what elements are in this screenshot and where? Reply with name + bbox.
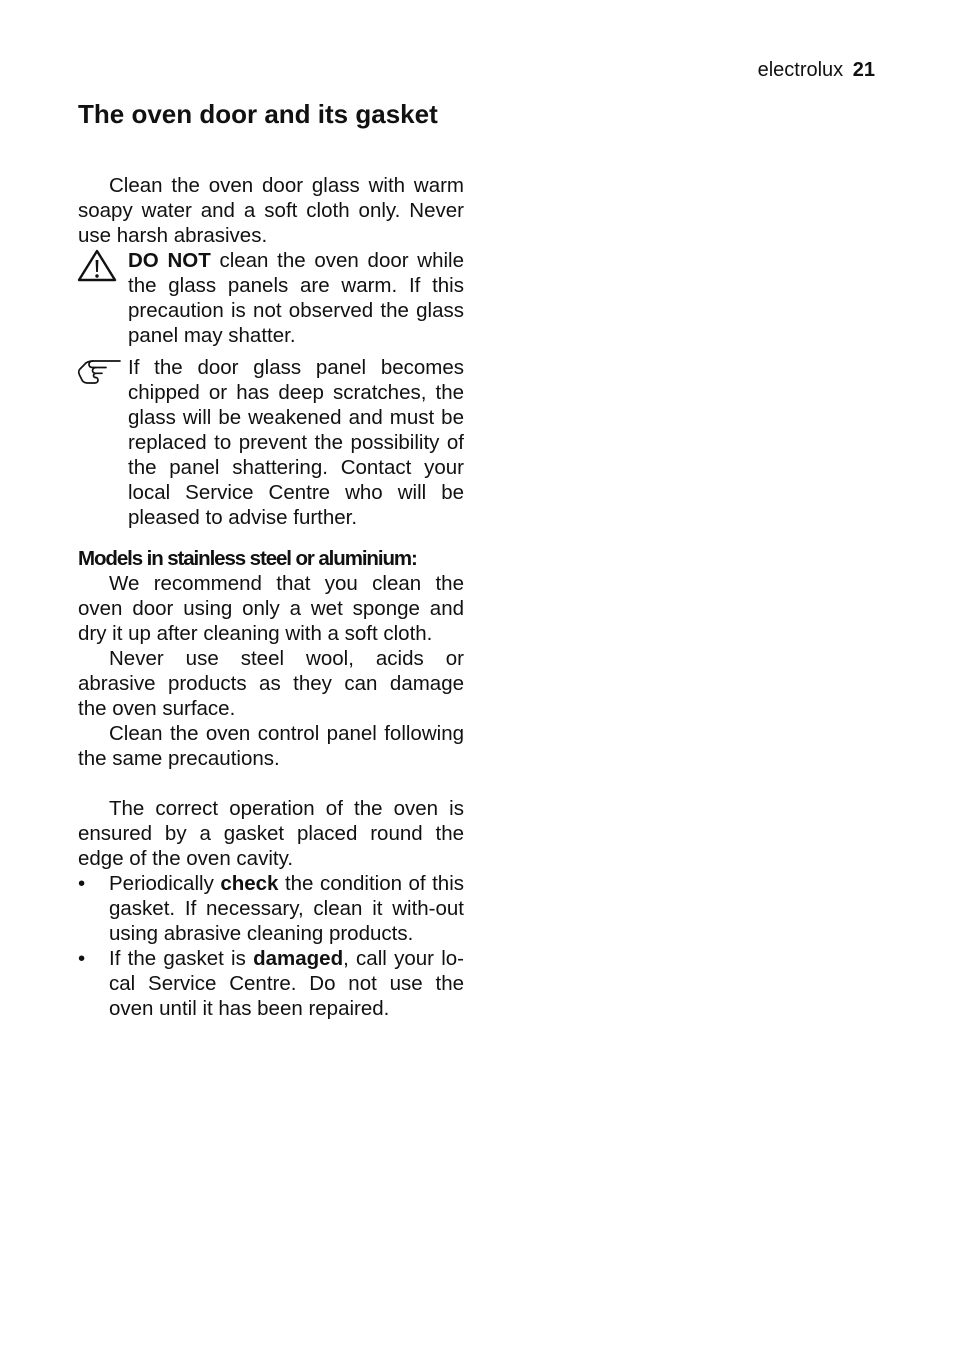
tip-note [78, 355, 464, 530]
gasket-bullet-list [78, 871, 464, 1021]
bullet-post: the condition of this gasket. If necessary, clean it with-out using abrasive cleaning products. [109, 872, 464, 945]
list-item [78, 871, 464, 946]
gasket-paragraph: The correct operation of the oven is ensured by a gasket placed round the edge of the oven cavity. [78, 797, 464, 870]
models-heading: Models in stainless steel or aluminium: [78, 547, 417, 570]
pointing-hand-icon [76, 355, 122, 391]
warning-text [128, 248, 464, 348]
section-title: The oven door and its gasket [78, 99, 438, 129]
cleaning-paragraph-1: We recommend that you clean the oven door using only a wet sponge and dry it up after cleaning with a soft cloth. [78, 572, 464, 645]
brand-name: electrolux [757, 59, 844, 81]
bullet-pre: If the gasket is [109, 947, 254, 970]
cleaning-paragraph-3: Clean the oven control panel following the same precautions. [78, 722, 464, 770]
bullet-bold: damaged [253, 947, 344, 970]
bullet-post: , call your lo-cal Service Centre. Do not use the oven until it has been repaired. [109, 947, 464, 1020]
bullet-pre: Periodically [109, 872, 221, 895]
warning-bold: DO NOT [128, 249, 211, 272]
page-header [758, 58, 875, 82]
tip-text: If the door glass panel becomes chipped or has deep scratches, the glass will be weakened and must be replaced to prevent the possibility of the panel shattering. Contact your local Service Centre who will be pleased to advise further. [128, 356, 464, 529]
page-number: 21 [852, 59, 875, 81]
warning-triangle-icon [76, 248, 118, 290]
warning-body: clean the oven door while the glass panels are warm. If this precaution is not observed the glass panel may shatter. [128, 249, 464, 347]
warning-note [78, 248, 464, 348]
bullet-bold: check [220, 872, 279, 895]
spacer [78, 771, 464, 796]
main-column [78, 173, 464, 1021]
cleaning-paragraph-2: Never use steel wool, acids or abrasive products as they can damage the oven surface. [78, 647, 464, 720]
intro-paragraph: Clean the oven door glass with warm soapy water and a soft cloth only. Never use harsh abrasives. [78, 174, 464, 247]
list-item [78, 946, 464, 1021]
